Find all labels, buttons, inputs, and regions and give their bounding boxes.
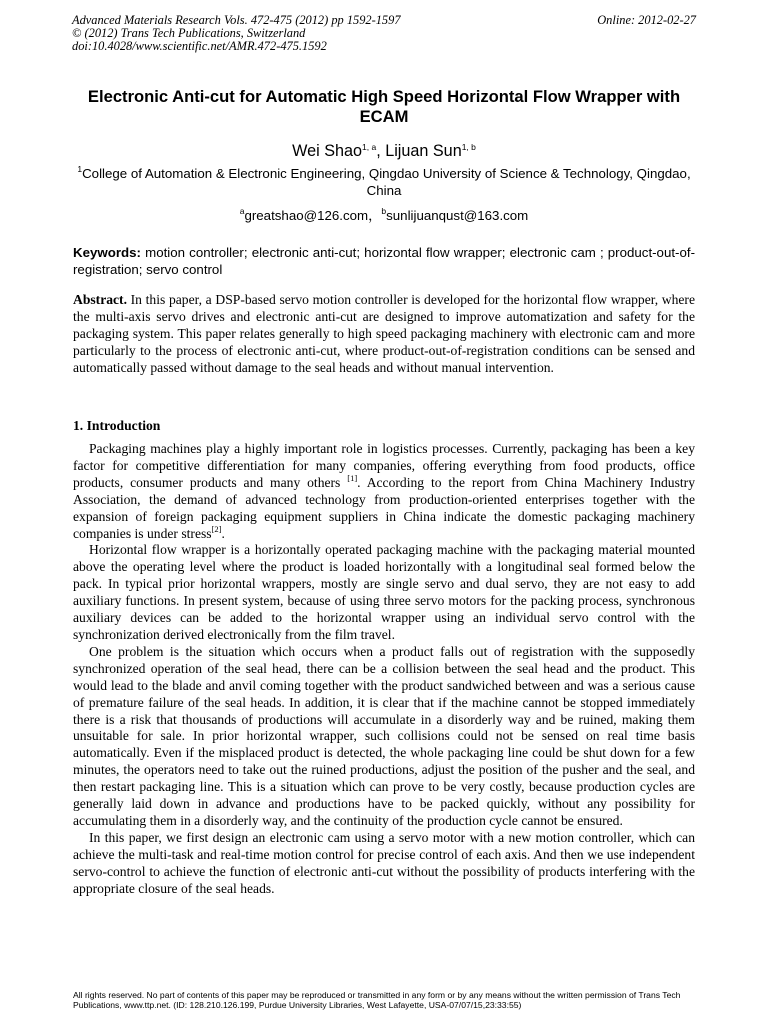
keywords-block: [73, 244, 695, 278]
email-line: [72, 205, 696, 224]
author-line: [72, 142, 696, 161]
section-heading: 1. Introduction: [73, 418, 161, 433]
paragraph-text: . According to the report from China Machinery Industry Association, the demand of advanced technology from production-oriented enterprises together with the expansion of foreign packaging equipment suppliers in China indicate the domestic packaging machinery companies is under stress: [73, 474, 695, 541]
page-header: [72, 14, 696, 53]
author-affiliation-mark: 1, a: [362, 142, 377, 152]
citation-ref[interactable]: [2]: [211, 523, 222, 534]
affiliation-text: College of Automation & Electronic Engineering, Qingdao University of Science & Technology, Qingdao, China: [82, 166, 691, 198]
author-separator: ,: [376, 142, 386, 160]
email-link[interactable]: greatshao@126.com: [244, 208, 369, 223]
doi-line[interactable]: doi:10.4028/www.scientific.net/AMR.472-475.1592: [72, 39, 327, 53]
email-mark: b: [381, 206, 387, 216]
abstract-block: [73, 292, 695, 377]
paragraph-text: .: [221, 525, 225, 541]
paragraph-text: Packaging machines play a highly important role in logistics processes. Currently, packaging has been a key factor for competitive differentiation for many companies, offering everything from food products, office products, consumer products and many others: [73, 441, 695, 490]
author-name: Lijuan Sun: [385, 142, 462, 160]
journal-citation: Advanced Materials Research Vols. 472-475 (2012) pp 1592-1597: [72, 13, 401, 27]
email-link[interactable]: sunlijuanqust@163.com: [386, 208, 529, 223]
author-affiliation-mark: 1, b: [461, 142, 476, 152]
paragraph: Horizontal flow wrapper is a horizontally operated packaging machine with the packaging material mounted above the operating level where the product is loaded horizontally with a longitudinal seal formed below the pack. In typical prior horizontal wrappers, mostly are single servo and dual servo, they are not easy to add auxiliary functions. In present system, because of using three servo motors for the packing process, synchronous auxiliary devices can be added to the horizontal wrapper using an individual servo control with the synchronization derived electronically from the film travel.: [73, 542, 695, 642]
copyright-footer: All rights reserved. No part of contents of this paper may be reproduced or transmitted in any form or by any means without the written permission of Trans Tech Publications, www.ttp.net. (ID: 128.210.126.199, Purdue University Libraries, West Lafayette, USA-07/07/15,23:33:55): [73, 990, 681, 1010]
introduction-body: [73, 441, 695, 897]
email-separator: ，: [368, 208, 382, 223]
affiliation: [72, 165, 696, 199]
copyright-line: © (2012) Trans Tech Publications, Switzerland: [72, 26, 306, 40]
paragraph: In this paper, we first design an electronic cam using a servo motor with a new motion controller, which can achieve the multi-task and real-time motion control for precise control of each axis. And then we use independent servo-control to achieve the function of electronic anti-cut without the possibility of products interfering with the appropriate closure of the seal heads.: [73, 829, 695, 896]
affiliation-mark: 1: [77, 164, 83, 174]
abstract-text: In this paper, a DSP-based servo motion controller is developed for the horizontal flow wrapper, where the multi-axis servo drives and electronic anti-cut are designed to improve automatization and safety for the packaging system. This paper relates generally to high speed packaging machinery with electronic cam and more particularly to the process of electronic anti-cut, where product-out-of-registration conditions can be sensed and automatically passed without damage to the seal heads and without manual intervention.: [73, 292, 695, 375]
citation-ref[interactable]: [1]: [347, 472, 358, 483]
author-name: Wei Shao: [292, 142, 362, 160]
online-date: Online: 2012-02-27: [597, 13, 696, 27]
paragraph: One problem is the situation which occurs when a product falls out of registration with the supposedly synchronized operation of the seal head, there can be a collision between the seal head and the product. This would lead to the blade and anvil coming together with the product sandwiched between and was a serious cause of premature failure of the seal heads. In addition, it is clear that if the machine cannot be stopped immediately there is a risk that thousands of productions will accumulate in a disorderly way and be ruined, making them unsuitable for sale. In prior horizontal wrapper, such collisions could not be sensed on real time basis automatically. Even if the misplaced product is detected, the whole packaging line could be shut down for a few minutes, the operators need to take out the ruined productions, adjust the position of the pusher and the seal, and then restart packaging line. This is a situation which can prove to be very costly, because production cycles are generally laid down in advance and productions have to be packed quickly, without any possibility for accumulating them in a disorderly way, and the continuity of the production cycle cannot be ensured.: [73, 643, 695, 828]
paragraph: [73, 441, 695, 542]
email-mark: a: [239, 206, 245, 216]
abstract-label: Abstract.: [73, 292, 127, 307]
paper-title: Electronic Anti-cut for Automatic High Speed Horizontal Flow Wrapper with ECAM: [87, 87, 681, 126]
keywords-label: Keywords:: [73, 245, 141, 260]
keywords-text: motion controller; electronic anti-cut; horizontal flow wrapper; electronic cam ; product-out-of-registration; servo control: [73, 245, 695, 277]
